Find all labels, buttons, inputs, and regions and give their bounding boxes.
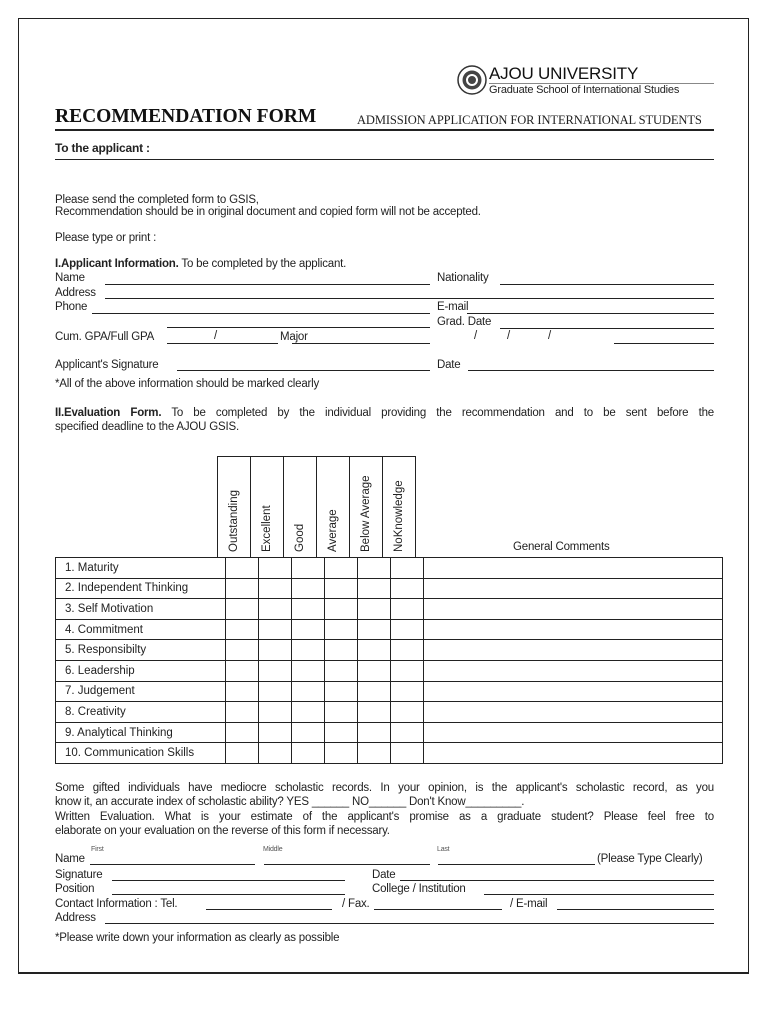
position-field[interactable] — [112, 894, 345, 895]
rating-cell[interactable] — [292, 660, 325, 681]
rating-cell[interactable] — [259, 743, 292, 764]
first-name-field[interactable] — [90, 864, 255, 865]
rating-cell[interactable] — [325, 578, 358, 599]
university-seal-logo — [457, 65, 487, 95]
rating-cell[interactable] — [226, 578, 259, 599]
rating-cell[interactable] — [358, 619, 391, 640]
form-subtitle: ADMISSION APPLICATION FOR INTERNATIONAL STUDENTS — [357, 113, 702, 127]
written-evaluation-text: Written Evaluation. What is your estimate of the applicant's promise as a graduate student? Please feel free to — [55, 811, 714, 823]
rating-cell[interactable] — [358, 681, 391, 702]
rating-cell[interactable] — [358, 558, 391, 579]
grad-date-label: Grad. Date — [437, 316, 492, 328]
column-header: Excellent — [261, 505, 273, 552]
last-name-caption: Last — [437, 846, 450, 853]
middle-name-field[interactable] — [264, 864, 430, 865]
column-header: Good — [294, 523, 306, 552]
table-row — [56, 558, 723, 579]
last-name-field[interactable] — [438, 864, 595, 865]
rating-cell[interactable] — [358, 640, 391, 661]
rating-cell[interactable] — [259, 599, 292, 620]
comment-cell[interactable] — [424, 578, 723, 599]
rating-column-headers — [217, 456, 416, 557]
rating-cell[interactable] — [226, 660, 259, 681]
section1-heading — [55, 258, 346, 271]
rating-cell[interactable] — [226, 743, 259, 764]
rating-cell[interactable] — [259, 660, 292, 681]
rating-cell[interactable] — [325, 702, 358, 723]
position-label: Position — [55, 883, 95, 895]
phone-field[interactable] — [92, 313, 430, 314]
rating-cell[interactable] — [325, 660, 358, 681]
intro-divider — [55, 159, 714, 160]
scholastic-question-options: know it, an accurate index of scholastic ability? YES ______ NO______ Don't Know_________. — [55, 796, 525, 808]
rating-cell[interactable] — [259, 722, 292, 743]
extra-line-field[interactable] — [167, 327, 430, 328]
nationality-field[interactable] — [500, 284, 714, 285]
rating-cell[interactable] — [259, 681, 292, 702]
comment-cell[interactable] — [424, 599, 723, 620]
rating-cell[interactable] — [391, 722, 424, 743]
rating-cell[interactable] — [391, 743, 424, 764]
rating-cell[interactable] — [358, 722, 391, 743]
rating-cell[interactable] — [226, 619, 259, 640]
rating-cell[interactable] — [358, 743, 391, 764]
column-header: NoKnowledge — [393, 480, 405, 552]
section2-heading-line2: specified deadline to the AJOU GSIS. — [55, 421, 239, 433]
nationality-label: Nationality — [437, 272, 489, 284]
applicant-signature-label: Applicant's Signature — [55, 359, 159, 371]
rating-cell[interactable] — [259, 640, 292, 661]
recommender-name-label: Name — [55, 853, 85, 865]
scholastic-question: Some gifted individuals have mediocre scholastic records. In your opinion, is the applicant's scholastic record, as you — [55, 782, 714, 794]
comments-header: General Comments — [513, 541, 610, 553]
rating-cell[interactable] — [325, 681, 358, 702]
gpa-field[interactable] — [167, 343, 278, 344]
signature-field[interactable] — [112, 880, 345, 881]
applicant-signature-field[interactable] — [177, 370, 430, 371]
rating-cell[interactable] — [358, 599, 391, 620]
date-field[interactable] — [400, 880, 714, 881]
major-field[interactable] — [292, 343, 430, 344]
major-label: Major — [280, 331, 308, 343]
date-field[interactable] — [468, 370, 714, 371]
rating-cell[interactable] — [325, 619, 358, 640]
instruction-text: Please send the completed form to GSIS, — [55, 194, 259, 206]
middle-name-caption: Middle — [263, 846, 283, 853]
rating-cell[interactable] — [259, 702, 292, 723]
criterion-label: 4. Commitment — [56, 619, 226, 640]
rating-cell[interactable] — [325, 743, 358, 764]
comment-cell[interactable] — [424, 619, 723, 640]
rating-cell[interactable] — [292, 743, 325, 764]
section2-heading-rest: To be completed by the individual providing the recommendation and to be sent before the — [161, 407, 714, 419]
name-label: Name — [55, 272, 85, 284]
rating-cell[interactable] — [358, 660, 391, 681]
table-row — [56, 640, 723, 661]
rating-cell[interactable] — [391, 640, 424, 661]
rating-cell[interactable] — [292, 681, 325, 702]
rating-cell[interactable] — [226, 640, 259, 661]
criterion-label: 7. Judgement — [56, 681, 226, 702]
email-field[interactable] — [557, 909, 714, 910]
bottom-note: *Please write down your information as clearly as possible — [55, 932, 340, 944]
instruction-text: Recommendation should be in original document and copied form will not be accepted. — [55, 206, 481, 218]
rating-cell[interactable] — [259, 578, 292, 599]
rating-cell[interactable] — [292, 619, 325, 640]
criterion-label: 3. Self Motivation — [56, 599, 226, 620]
table-row — [56, 722, 723, 743]
section2-heading-bold: II.Evaluation Form. — [55, 407, 162, 419]
rating-cell[interactable] — [292, 722, 325, 743]
rating-cell[interactable] — [325, 558, 358, 579]
criterion-label: 5. Responsibilty — [56, 640, 226, 661]
instruction-text: Please type or print : — [55, 232, 157, 244]
rating-cell[interactable] — [358, 578, 391, 599]
email-label: E-mail — [437, 301, 469, 313]
table-row — [56, 619, 723, 640]
date-slash: / — [548, 330, 551, 342]
rating-cell[interactable] — [391, 558, 424, 579]
criterion-label: 6. Leadership — [56, 660, 226, 681]
to-applicant-label: To the applicant : — [55, 141, 150, 155]
rating-cell[interactable] — [259, 619, 292, 640]
contact-tel-label: Contact Information : Tel. — [55, 898, 178, 910]
rating-cell[interactable] — [325, 722, 358, 743]
school-name: Graduate School of International Studies — [489, 84, 680, 96]
name-field[interactable] — [105, 284, 430, 285]
fax-label: / Fax. — [342, 898, 370, 910]
criterion-label: 2. Independent Thinking — [56, 578, 226, 599]
rating-cell[interactable] — [391, 702, 424, 723]
table-row — [56, 599, 723, 620]
comment-cell[interactable] — [424, 640, 723, 661]
criterion-label: 8. Creativity — [56, 702, 226, 723]
rating-cell[interactable] — [226, 722, 259, 743]
section2-heading — [55, 407, 714, 420]
tel-field[interactable] — [206, 909, 332, 910]
rating-cell[interactable] — [292, 640, 325, 661]
rating-cell[interactable] — [226, 702, 259, 723]
rating-cell[interactable] — [325, 640, 358, 661]
rating-cell[interactable] — [226, 599, 259, 620]
email-field[interactable] — [467, 313, 714, 314]
rating-cell[interactable] — [292, 578, 325, 599]
address-field[interactable] — [105, 923, 714, 924]
type-clearly-note: (Please Type Clearly) — [597, 853, 703, 865]
address-label: Address — [55, 287, 96, 299]
signature-label: Signature — [55, 869, 103, 881]
rating-cell[interactable] — [391, 619, 424, 640]
date-slash: / — [507, 330, 510, 342]
date-label: Date — [437, 359, 461, 371]
column-header: Average — [327, 509, 339, 552]
column-header: Outstanding — [227, 489, 240, 552]
email-label: / E-mail — [510, 898, 548, 910]
evaluation-table — [55, 557, 723, 764]
comment-cell[interactable] — [424, 558, 723, 579]
section1-heading-bold: I.Applicant Information. — [55, 258, 179, 270]
criterion-label: 10. Communication Skills — [56, 743, 226, 764]
written-evaluation-text: elaborate on your evaluation on the reverse of this form if necessary. — [55, 825, 390, 837]
section1-note: *All of the above information should be marked clearly — [55, 378, 320, 390]
grad-date-field[interactable] — [500, 328, 714, 329]
table-row — [56, 660, 723, 681]
rating-cell[interactable] — [391, 578, 424, 599]
rating-cell[interactable] — [226, 681, 259, 702]
gpa-slash: / — [214, 330, 217, 342]
rating-cell[interactable] — [391, 660, 424, 681]
comment-cell[interactable] — [424, 743, 723, 764]
gpa-label: Cum. GPA/Full GPA — [55, 331, 155, 343]
date-label: Date — [372, 869, 396, 881]
fax-field[interactable] — [374, 909, 502, 910]
rating-cell[interactable] — [391, 599, 424, 620]
title-divider — [55, 129, 714, 131]
comment-cell[interactable] — [424, 702, 723, 723]
rating-cell[interactable] — [391, 681, 424, 702]
extra-date-field[interactable] — [614, 343, 714, 344]
address-field[interactable] — [105, 298, 714, 299]
first-name-caption: First — [91, 846, 104, 853]
college-label: College / Institution — [372, 883, 466, 895]
rating-cell[interactable] — [358, 702, 391, 723]
date-slash: / — [474, 330, 477, 342]
rating-cell[interactable] — [325, 599, 358, 620]
comment-cell[interactable] — [424, 722, 723, 743]
rating-cell[interactable] — [292, 702, 325, 723]
table-row — [56, 578, 723, 599]
university-name: AJOU UNIVERSITY — [489, 64, 639, 83]
comment-cell[interactable] — [424, 660, 723, 681]
criterion-label: 9. Analytical Thinking — [56, 722, 226, 743]
table-row — [56, 702, 723, 723]
rating-cell[interactable] — [292, 599, 325, 620]
table-row — [56, 681, 723, 702]
comment-cell[interactable] — [424, 681, 723, 702]
phone-label: Phone — [55, 301, 88, 313]
address-label: Address — [55, 912, 96, 924]
column-header: Below Average — [360, 475, 372, 552]
section1-heading-rest: To be completed by the applicant. — [178, 258, 347, 270]
college-field[interactable] — [484, 894, 714, 895]
rating-cell[interactable] — [292, 558, 325, 579]
rating-cell[interactable] — [226, 558, 259, 579]
form-title: RECOMMENDATION FORM — [55, 106, 317, 127]
table-row — [56, 743, 723, 764]
rating-cell[interactable] — [259, 558, 292, 579]
criterion-label: 1. Maturity — [56, 558, 226, 579]
